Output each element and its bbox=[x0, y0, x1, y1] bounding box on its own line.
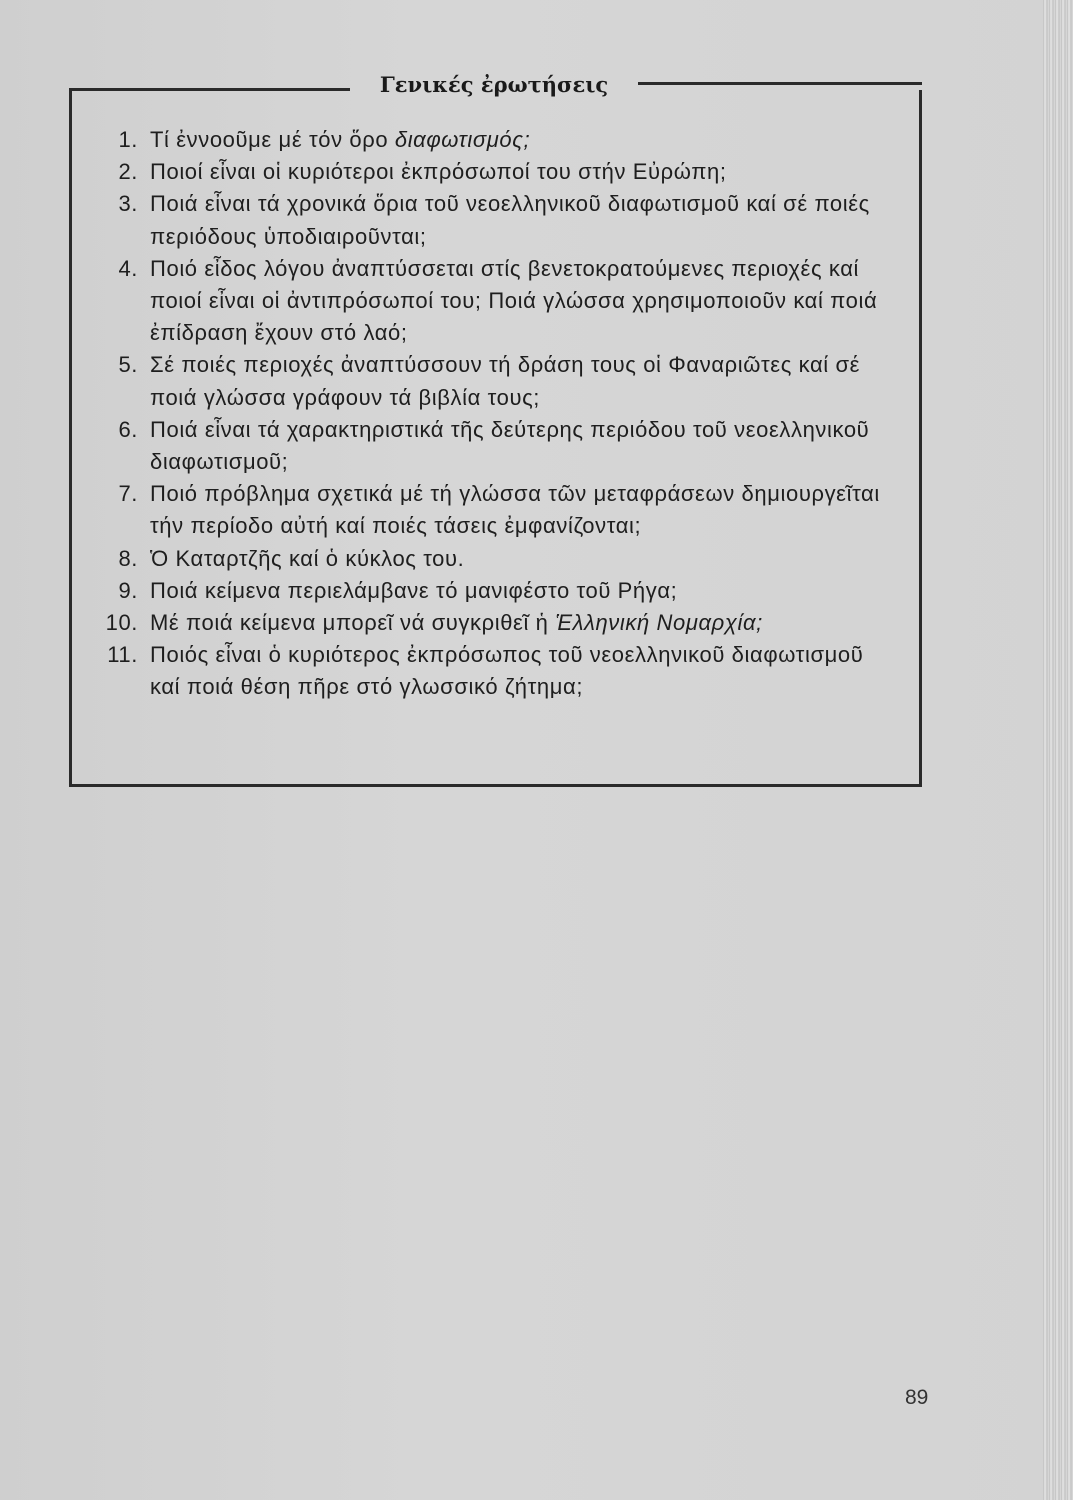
question-text: Ποιά εἶναι τά χαρακτηριστικά τῆς δεύτερης περιόδου τοῦ νεοελληνικοῦ διαφωτισμοῦ; bbox=[150, 416, 870, 475]
question-number: 4. bbox=[118, 255, 138, 281]
question-number: 1. bbox=[118, 127, 138, 152]
question-number: 11. bbox=[107, 642, 138, 668]
question-item bbox=[100, 349, 900, 413]
box-top-border-left bbox=[69, 88, 350, 91]
question-item bbox=[100, 414, 900, 478]
question-text: Σέ ποιές περιοχές ἀναπτύσσουν τή δράση τους οἱ Φαναριῶτες καί σέ ποιά γλώσσα γράφουν τά βιβλία τους; bbox=[150, 352, 861, 410]
page-number: 89 bbox=[905, 1386, 929, 1409]
question-item bbox=[100, 188, 900, 252]
question-italic-term: Ἑλληνική Νομαρχία; bbox=[555, 610, 763, 636]
question-text: Ποιός εἶναι ὁ κυριότερος ἐκπρόσωπος τοῦ νεοελληνικοῦ διαφωτισμοῦ καί ποιά θέση πῆρε στό γλωσσικό ζήτημα; bbox=[150, 642, 864, 700]
question-item bbox=[100, 478, 900, 542]
question-number: 7. bbox=[118, 481, 138, 507]
question-number: 2. bbox=[118, 159, 138, 185]
question-item bbox=[100, 156, 900, 188]
question-text: Τί ἐννοοῦμε μέ τόν ὅρο bbox=[150, 127, 395, 152]
book-page-edges bbox=[1043, 0, 1073, 1500]
question-item bbox=[100, 639, 900, 703]
question-number: 5. bbox=[118, 352, 138, 378]
question-text: Ποιό πρόβλημα σχετικά μέ τή γλώσσα τῶν μεταφράσεων δημιουργεῖται τήν περίοδο αὐτή καί ποιές τάσεις ἐμφανίζονται; bbox=[150, 481, 880, 539]
question-number: 8. bbox=[118, 545, 138, 571]
question-number: 9. bbox=[118, 577, 138, 603]
question-italic-term: διαφωτισμός; bbox=[394, 127, 531, 152]
question-text: Ὁ Καταρτζῆς καί ὁ κύκλος του. bbox=[150, 545, 465, 571]
question-text: Ποιά εἶναι τά χρονικά ὅρια τοῦ νεοελληνικοῦ διαφωτισμοῦ καί σέ ποιές περιόδους ὑποδιαιροῦνται; bbox=[150, 191, 870, 249]
question-item bbox=[100, 124, 900, 156]
question-item bbox=[100, 253, 900, 350]
question-text: Μέ ποιά κείμενα μπορεῖ νά συγκριθεῖ ἡ bbox=[150, 610, 556, 636]
question-item bbox=[100, 607, 900, 639]
question-number: 10. bbox=[105, 610, 138, 636]
box-top-border-right bbox=[638, 82, 922, 85]
questions-list bbox=[100, 124, 900, 704]
question-text: Ποιό εἶδος λόγου ἀναπτύσσεται στίς βενετοκρατούμενες περιοχές καί ποιοί εἶναι οἱ ἀντιπρόσωποί του; Ποιά γλώσσα χρησιμοποιοῦν καί ποιά ἐπίδραση ἔχουν στό λαό; bbox=[150, 255, 878, 346]
question-item bbox=[100, 575, 900, 607]
question-text: Ποιοί εἶναι οἱ κυριότεροι ἐκπρόσωποί του στήν Εὐρώπη; bbox=[150, 159, 727, 185]
question-number: 3. bbox=[118, 191, 138, 217]
question-item bbox=[100, 543, 900, 575]
question-text: Ποιά κείμενα περιελάμβανε τό μανιφέστο τοῦ Ρήγα; bbox=[150, 577, 678, 603]
question-number: 6. bbox=[118, 416, 138, 442]
box-title: Γενικές ἐρωτήσεις bbox=[379, 72, 609, 97]
